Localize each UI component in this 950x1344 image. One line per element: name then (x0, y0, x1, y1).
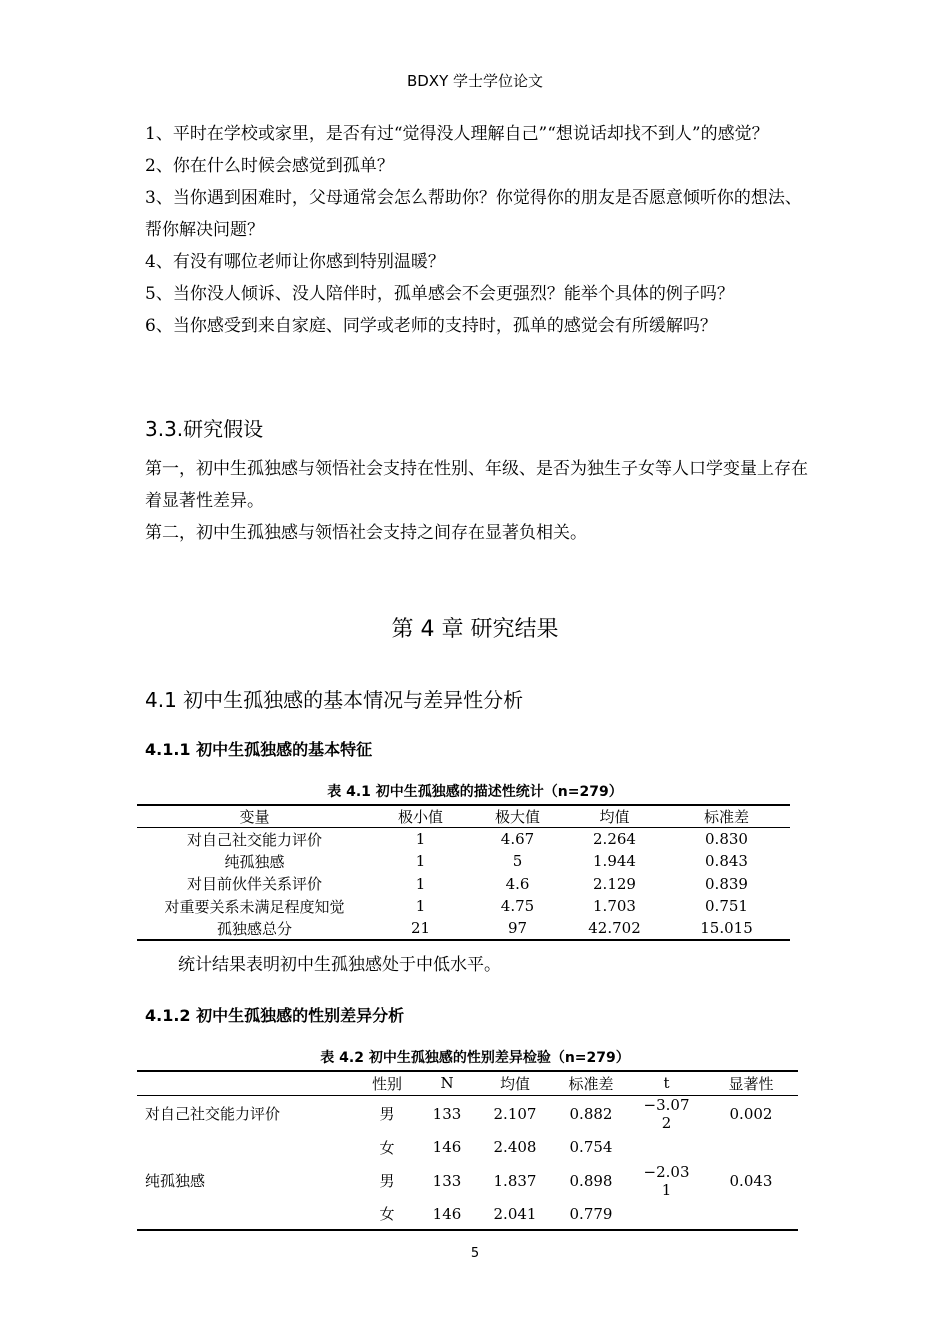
table-cell: 4.75 (500, 897, 535, 916)
question-item: 3、当你遇到困难时，父母通常会怎么帮助你？你觉得你的朋友是否愿意倾听你的想法、帮你解决问题？ (145, 188, 802, 240)
question-item: 1、平时在学校或家里，是否有过“觉得没人理解自己”“想说话却找不到人”的感觉？ (145, 124, 769, 144)
table-cell: 133 (432, 1171, 462, 1190)
table-cell: 15.015 (700, 919, 753, 938)
table-cell: 1 (415, 852, 426, 871)
variable-cell: 对自己社交能力评价 (145, 1105, 281, 1123)
table-cell: 4.67 (500, 830, 535, 848)
table-cell: 97 (507, 919, 528, 938)
table-cell: 2.264 (593, 830, 636, 848)
section-heading-4-1-1: 4.1.1 初中生孤独感的基本特征 (145, 740, 373, 759)
table-row (137, 1163, 798, 1199)
column-header: 变量 (137, 805, 372, 828)
column-header: 显著性 (704, 1071, 798, 1095)
section-heading-4-1: 4.1 初中生孤独感的基本情况与差异性分析 (145, 688, 524, 712)
table-caption: 表 4.1 初中生孤独感的描述性统计（n=279） (327, 784, 623, 800)
significance-cell: 0.043 (729, 1171, 773, 1190)
table-cell (629, 1199, 704, 1230)
table-cell: 0.882 (569, 1104, 613, 1123)
significance-cell: 0.002 (729, 1104, 773, 1123)
table-cell (704, 1132, 798, 1163)
table-row (137, 1199, 798, 1230)
table-cell: 146 (432, 1204, 462, 1223)
table-cell: 孤独感总分 (216, 919, 292, 938)
column-header: 标准差 (553, 1071, 629, 1095)
section-heading-4-1-2: 4.1.2 初中生孤独感的性别差异分析 (145, 1006, 405, 1025)
column-header: 标准差 (663, 805, 790, 828)
variable-cell (137, 1199, 357, 1230)
column-header: 极小值 (372, 805, 469, 828)
t-value-line: −2.03 (643, 1162, 690, 1181)
table-cell: 女 (379, 1205, 395, 1223)
hypothesis-paragraph: 第二，初中生孤独感与领悟社会支持之间存在显著负相关。 (145, 523, 587, 543)
question-item: 4、有没有哪位老师让你感到特别温暖？ (145, 252, 445, 272)
question-item: 5、当你没人倾诉、没人陪伴时，孤单感会不会更强烈？能举个具体的例子吗？ (145, 284, 734, 304)
t-value-line: 2 (661, 1113, 672, 1132)
question-item: 2、你在什么时候会感觉到孤单？ (145, 156, 394, 176)
table-row (137, 850, 790, 873)
table-summary-text: 统计结果表明初中生孤独感处于中低水平。 (178, 955, 501, 975)
question-item: 6、当你感受到来自家庭、同学或老师的支持时，孤单的感觉会有所缓解吗？ (145, 316, 717, 336)
table-cell (704, 1199, 798, 1230)
table-cell: 2.041 (493, 1204, 537, 1223)
table-cell: 4.6 (505, 874, 530, 893)
table-cell: 21 (410, 919, 431, 938)
variable-cell (137, 1132, 357, 1163)
column-header: t (629, 1071, 704, 1095)
table-row (137, 828, 790, 851)
table-cell: 1 (415, 830, 426, 848)
table-header-row (137, 805, 790, 828)
table-row (137, 918, 790, 941)
table-cell: 2.129 (593, 874, 636, 893)
t-value-cell (629, 1095, 704, 1132)
column-header: 性别 (357, 1071, 417, 1095)
column-header: 均值 (566, 805, 663, 828)
table-row (137, 1132, 798, 1163)
table-cell: 0.843 (705, 852, 748, 871)
table-cell: 男 (379, 1172, 395, 1190)
table-cell: 0.779 (569, 1204, 613, 1223)
table-cell: 0.839 (705, 874, 748, 893)
column-header: N (417, 1071, 477, 1095)
t-value-line: −3.07 (643, 1095, 690, 1114)
column-header (137, 1071, 357, 1095)
interview-questions (145, 118, 810, 342)
table-header-row (137, 1071, 798, 1095)
table-cell: 5 (512, 852, 523, 871)
table-cell: 42.702 (588, 919, 641, 938)
t-value-cell (629, 1163, 704, 1199)
section-heading-3-3: 3.3.研究假设 (145, 417, 264, 441)
table-row (137, 895, 790, 918)
running-header: BDXY 学士学位论文 (406, 72, 544, 90)
table-caption: 表 4.2 初中生孤独感的性别差异检验（n=279） (320, 1050, 630, 1066)
table-row (137, 1095, 798, 1132)
t-value-line: 1 (661, 1180, 672, 1199)
table-cell: 2.107 (493, 1104, 537, 1123)
page-number: 5 (470, 1246, 480, 1261)
table-cell: 女 (379, 1138, 395, 1157)
table-row (137, 873, 790, 896)
table-cell: 纯孤独感 (224, 852, 285, 871)
hypothesis-paragraph: 第一，初中生孤独感与领悟社会支持在性别、年级、是否为独生子女等人口学变量上存在着显著性差异。 (145, 459, 808, 511)
table-cell: 0.751 (705, 897, 748, 916)
table-cell: 133 (432, 1104, 462, 1123)
chapter-title: 第 4 章 研究结果 (391, 617, 559, 642)
table-cell: 1 (415, 874, 426, 893)
table-cell: 1.837 (493, 1171, 537, 1190)
column-header: 均值 (477, 1071, 553, 1095)
table-cell: 1.703 (593, 897, 636, 916)
hypotheses (145, 453, 810, 549)
table-cell: 146 (432, 1138, 462, 1156)
table-cell: 0.754 (569, 1138, 613, 1156)
table-cell: 对自己社交能力评价 (186, 830, 322, 849)
gender-difference-table (137, 1070, 798, 1231)
variable-cell: 纯孤独感 (145, 1172, 206, 1190)
table-cell: 1.944 (593, 852, 636, 871)
table-cell (629, 1132, 704, 1163)
table-cell: 男 (379, 1105, 395, 1123)
table-cell: 2.408 (493, 1138, 537, 1156)
table-cell: 0.898 (569, 1171, 613, 1190)
table-cell: 对目前伙伴关系评价 (186, 875, 322, 894)
descriptive-statistics-table (137, 804, 790, 941)
column-header: 极大值 (469, 805, 566, 828)
table-cell: 对重要关系未满足程度知觉 (164, 897, 345, 916)
table-cell: 0.830 (705, 830, 748, 848)
table-cell: 1 (415, 897, 426, 916)
